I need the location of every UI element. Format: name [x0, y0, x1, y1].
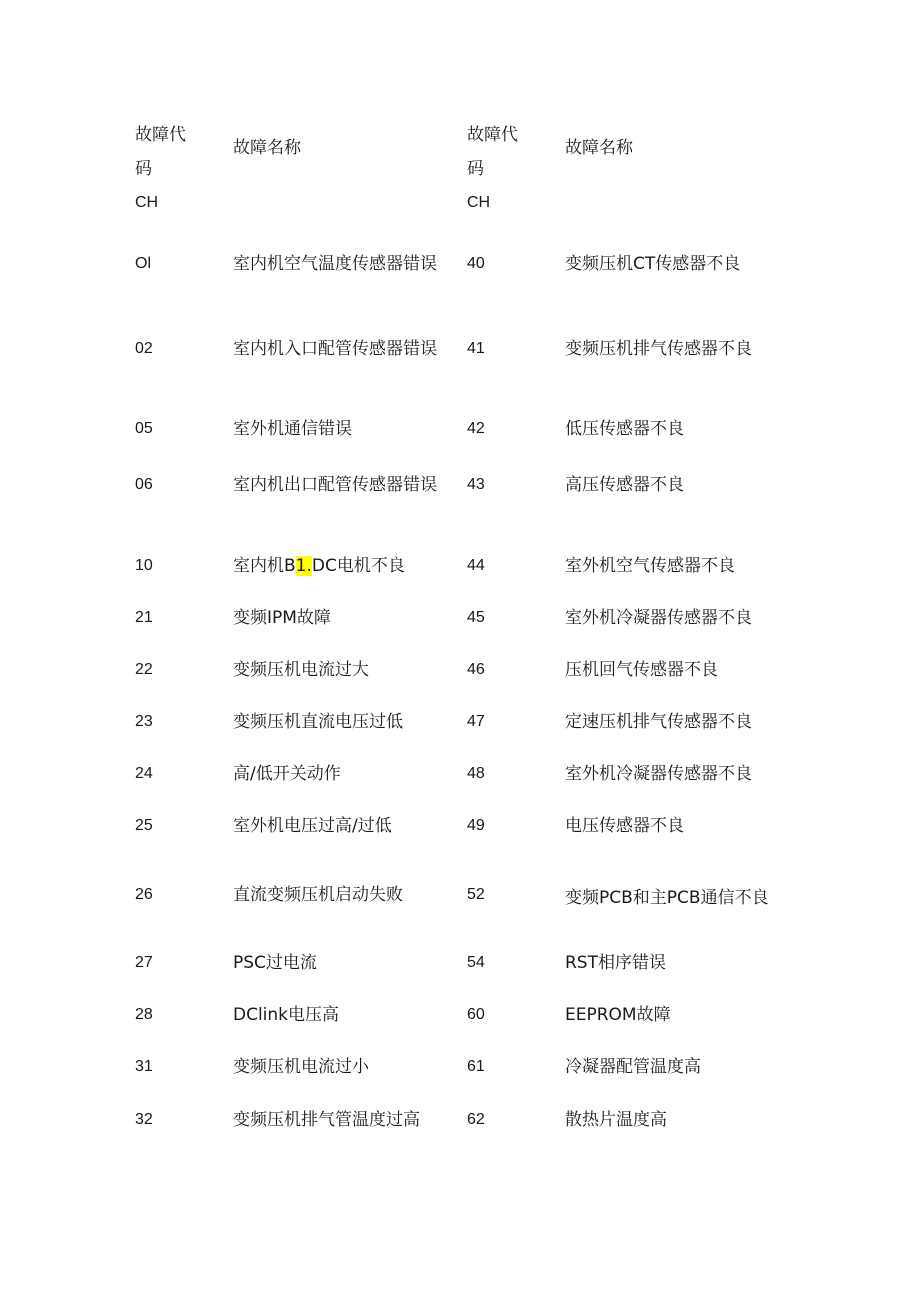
fault-name: 变频压机电流过小: [233, 1057, 369, 1077]
fault-code: 27: [135, 954, 153, 971]
header-code-line1: 故障代: [135, 125, 186, 145]
fault-code: 47: [467, 713, 485, 730]
fault-name: EEPROM故障: [565, 1005, 671, 1025]
fault-name: 室外机空气传感器不良: [565, 556, 735, 576]
fault-name: 室外机冷凝器传感器不良: [565, 764, 752, 784]
fault-name: 变频PCB和主PCB通信不良: [565, 888, 769, 908]
fault-code: 22: [135, 661, 153, 678]
fault-code: 61: [467, 1058, 485, 1075]
fault-name: 冷凝器配管温度高: [565, 1057, 701, 1077]
fault-name: 变频IPM故障: [233, 608, 331, 628]
fault-code: 28: [135, 1006, 153, 1023]
fault-code: 10: [135, 557, 153, 574]
fault-name: 室外机通信错误: [233, 419, 352, 439]
fault-code: 49: [467, 817, 485, 834]
fault-code: 42: [467, 420, 485, 437]
fault-name: 室内机出口配管传感器错误: [233, 475, 437, 495]
fault-code: 44: [467, 557, 485, 574]
fault-code: 62: [467, 1111, 485, 1128]
fault-name: 变频压机电流过大: [233, 660, 369, 680]
fault-name: 高压传感器不良: [565, 475, 684, 495]
fault-name: 室外机电压过高/过低: [233, 816, 392, 836]
fault-name: PSC过电流: [233, 953, 317, 973]
fault-name: 高/低开关动作: [233, 764, 341, 784]
left-code-header: [135, 118, 186, 220]
left-name-header: 故障名称: [233, 138, 301, 158]
fault-code: 05: [135, 420, 153, 437]
fault-code: 43: [467, 476, 485, 493]
fault-name: 变频压机排气传感器不良: [565, 339, 752, 359]
header-code-line3: CH: [135, 194, 159, 211]
fault-code: 52: [467, 886, 485, 903]
fault-code: 54: [467, 954, 485, 971]
fault-name: 室外机冷凝器传感器不良: [565, 608, 752, 628]
fault-name: 变频压机排气管温度过高: [233, 1110, 420, 1130]
right-code-header: [467, 118, 518, 220]
fault-name: 压机回气传感器不良: [565, 660, 718, 680]
fault-code: 31: [135, 1058, 153, 1075]
highlight-mark: 1.: [295, 556, 312, 576]
fault-code: 45: [467, 609, 485, 626]
fault-code: 41: [467, 340, 485, 357]
fault-name-part: DC电机不良: [311, 556, 405, 576]
fault-code: 40: [467, 255, 485, 272]
fault-name: 定速压机排气传感器不良: [565, 712, 752, 732]
fault-name-part: 室内机B: [233, 556, 296, 576]
fault-code: 26: [135, 886, 153, 903]
header-code-line2: 码: [467, 159, 484, 179]
fault-code: 46: [467, 661, 485, 678]
fault-code: 23: [135, 713, 153, 730]
header-code-line3: CH: [467, 194, 491, 211]
right-name-header: 故障名称: [565, 138, 633, 158]
fault-code: 60: [467, 1006, 485, 1023]
fault-name: 电压传感器不良: [565, 816, 684, 836]
fault-code: 48: [467, 765, 485, 782]
header-code-line1: 故障代: [467, 125, 518, 145]
fault-name: 变频压机CT传感器不良: [565, 254, 741, 274]
fault-code: 06: [135, 476, 153, 493]
fault-name: 低压传感器不良: [565, 419, 684, 439]
header-code-line2: 码: [135, 159, 152, 179]
fault-name: 室内机入口配管传感器错误: [233, 339, 437, 359]
fault-name: 室内机空气温度传感器错误: [233, 254, 437, 274]
fault-name: 直流变频压机启动失败: [233, 885, 403, 905]
fault-code: 25: [135, 817, 153, 834]
fault-code: Ol: [135, 255, 151, 272]
fault-name: RST相序错误: [565, 953, 666, 973]
fault-code: 24: [135, 765, 153, 782]
fault-name: 散热片温度高: [565, 1110, 667, 1130]
fault-code: 02: [135, 340, 153, 357]
fault-code: 21: [135, 609, 153, 626]
fault-name: DClink电压高: [233, 1005, 340, 1025]
fault-name: 变频压机直流电压过低: [233, 712, 403, 732]
fault-code: 32: [135, 1111, 153, 1128]
fault-name: [233, 550, 405, 582]
